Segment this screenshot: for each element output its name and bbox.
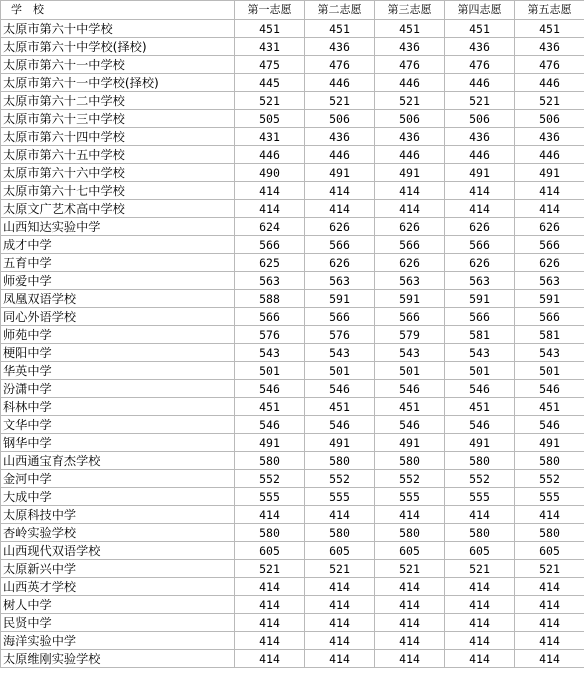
school-name-cell: 山西知达实验中学 [1, 218, 235, 236]
score-cell-choice-5: 451 [515, 398, 584, 416]
score-cell-choice-3: 521 [375, 92, 445, 110]
school-name-cell: 山西英才学校 [1, 578, 235, 596]
score-cell-choice-3: 451 [375, 398, 445, 416]
table-row [1, 92, 584, 110]
school-name-cell: 树人中学 [1, 596, 235, 614]
score-cell-choice-1: 566 [235, 308, 305, 326]
score-cell-choice-1: 552 [235, 470, 305, 488]
school-name-cell: 太原新兴中学 [1, 560, 235, 578]
header-choice-5: 第五志愿 [515, 1, 584, 20]
score-cell-choice-5: 555 [515, 488, 584, 506]
school-name-cell: 金河中学 [1, 470, 235, 488]
school-name-cell: 成才中学 [1, 236, 235, 254]
score-cell-choice-4: 451 [445, 398, 515, 416]
table-row [1, 398, 584, 416]
score-cell-choice-5: 546 [515, 380, 584, 398]
score-cell-choice-3: 566 [375, 236, 445, 254]
score-cell-choice-5: 436 [515, 38, 584, 56]
score-cell-choice-2: 566 [305, 236, 375, 254]
score-cell-choice-3: 476 [375, 56, 445, 74]
school-name-cell: 汾潇中学 [1, 380, 235, 398]
score-cell-choice-4: 491 [445, 434, 515, 452]
score-cell-choice-2: 414 [305, 200, 375, 218]
score-cell-choice-5: 580 [515, 524, 584, 542]
score-cell-choice-4: 476 [445, 56, 515, 74]
table-row [1, 218, 584, 236]
score-cell-choice-2: 521 [305, 560, 375, 578]
school-name-cell: 山西通宝育杰学校 [1, 452, 235, 470]
score-cell-choice-3: 543 [375, 344, 445, 362]
score-cell-choice-4: 414 [445, 182, 515, 200]
score-cell-choice-5: 491 [515, 434, 584, 452]
score-cell-choice-5: 626 [515, 218, 584, 236]
score-cell-choice-2: 414 [305, 614, 375, 632]
score-cell-choice-1: 588 [235, 290, 305, 308]
school-name-cell: 大成中学 [1, 488, 235, 506]
header-choice-3: 第三志愿 [375, 1, 445, 20]
school-name-cell: 太原市第六十四中学校 [1, 128, 235, 146]
score-cell-choice-4: 414 [445, 596, 515, 614]
score-cell-choice-1: 546 [235, 416, 305, 434]
score-cell-choice-3: 546 [375, 380, 445, 398]
school-name-cell: 太原市第六十中学校(择校) [1, 38, 235, 56]
table-row [1, 470, 584, 488]
score-cell-choice-2: 521 [305, 92, 375, 110]
score-cell-choice-1: 501 [235, 362, 305, 380]
table-row [1, 290, 584, 308]
score-cell-choice-5: 501 [515, 362, 584, 380]
header-choice-4: 第四志愿 [445, 1, 515, 20]
score-cell-choice-2: 476 [305, 56, 375, 74]
score-cell-choice-2: 414 [305, 182, 375, 200]
table-row [1, 632, 584, 650]
score-cell-choice-3: 414 [375, 632, 445, 650]
score-cell-choice-4: 491 [445, 164, 515, 182]
score-cell-choice-4: 521 [445, 560, 515, 578]
score-cell-choice-4: 414 [445, 578, 515, 596]
score-cell-choice-3: 626 [375, 254, 445, 272]
score-cell-choice-1: 605 [235, 542, 305, 560]
score-cell-choice-3: 414 [375, 596, 445, 614]
school-name-cell: 科林中学 [1, 398, 235, 416]
score-cell-choice-3: 414 [375, 650, 445, 668]
score-cell-choice-4: 563 [445, 272, 515, 290]
score-cell-choice-2: 446 [305, 146, 375, 164]
score-cell-choice-5: 543 [515, 344, 584, 362]
score-cell-choice-5: 521 [515, 560, 584, 578]
score-cell-choice-1: 414 [235, 182, 305, 200]
school-name-cell: 文华中学 [1, 416, 235, 434]
table-row [1, 182, 584, 200]
score-cell-choice-2: 446 [305, 74, 375, 92]
school-name-cell: 师爱中学 [1, 272, 235, 290]
table-row [1, 146, 584, 164]
score-cell-choice-1: 566 [235, 236, 305, 254]
score-cell-choice-4: 581 [445, 326, 515, 344]
score-cell-choice-1: 451 [235, 20, 305, 38]
score-cell-choice-5: 414 [515, 614, 584, 632]
score-cell-choice-5: 581 [515, 326, 584, 344]
score-cell-choice-5: 591 [515, 290, 584, 308]
school-name-cell: 杏岭实验学校 [1, 524, 235, 542]
score-cell-choice-5: 414 [515, 632, 584, 650]
score-cell-choice-5: 566 [515, 236, 584, 254]
score-cell-choice-3: 563 [375, 272, 445, 290]
score-cell-choice-1: 446 [235, 146, 305, 164]
score-cell-choice-2: 436 [305, 38, 375, 56]
table-row [1, 236, 584, 254]
score-cell-choice-5: 446 [515, 146, 584, 164]
score-cell-choice-5: 506 [515, 110, 584, 128]
score-cell-choice-2: 580 [305, 524, 375, 542]
score-cell-choice-5: 552 [515, 470, 584, 488]
table-row [1, 524, 584, 542]
score-cell-choice-3: 451 [375, 20, 445, 38]
table-row [1, 614, 584, 632]
school-name-cell: 五育中学 [1, 254, 235, 272]
score-cell-choice-2: 580 [305, 452, 375, 470]
score-cell-choice-2: 555 [305, 488, 375, 506]
score-cell-choice-4: 501 [445, 362, 515, 380]
score-cell-choice-1: 625 [235, 254, 305, 272]
table-row [1, 254, 584, 272]
score-cell-choice-2: 563 [305, 272, 375, 290]
score-cell-choice-5: 446 [515, 74, 584, 92]
table-row [1, 200, 584, 218]
score-cell-choice-2: 546 [305, 380, 375, 398]
school-name-cell: 凤凰双语学校 [1, 290, 235, 308]
score-cell-choice-4: 436 [445, 128, 515, 146]
score-cell-choice-3: 491 [375, 164, 445, 182]
score-cell-choice-4: 543 [445, 344, 515, 362]
score-cell-choice-2: 626 [305, 254, 375, 272]
score-cell-choice-5: 476 [515, 56, 584, 74]
score-cell-choice-1: 521 [235, 560, 305, 578]
school-name-cell: 华英中学 [1, 362, 235, 380]
school-name-cell: 山西现代双语学校 [1, 542, 235, 560]
score-cell-choice-5: 563 [515, 272, 584, 290]
school-name-cell: 太原市第六十六中学校 [1, 164, 235, 182]
score-cell-choice-3: 555 [375, 488, 445, 506]
header-row [1, 1, 584, 20]
score-cell-choice-3: 414 [375, 506, 445, 524]
score-cell-choice-1: 451 [235, 398, 305, 416]
score-cell-choice-2: 605 [305, 542, 375, 560]
table-row [1, 542, 584, 560]
school-name-cell: 太原市第六十五中学校 [1, 146, 235, 164]
table-row [1, 308, 584, 326]
table-row [1, 362, 584, 380]
score-cell-choice-1: 414 [235, 200, 305, 218]
score-cell-choice-3: 521 [375, 560, 445, 578]
score-cell-choice-4: 414 [445, 614, 515, 632]
score-cell-choice-3: 501 [375, 362, 445, 380]
score-cell-choice-5: 521 [515, 92, 584, 110]
score-cell-choice-2: 414 [305, 650, 375, 668]
score-cell-choice-1: 563 [235, 272, 305, 290]
score-cell-choice-5: 605 [515, 542, 584, 560]
score-cell-choice-3: 566 [375, 308, 445, 326]
score-cell-choice-5: 414 [515, 200, 584, 218]
score-cell-choice-3: 414 [375, 578, 445, 596]
table-row [1, 650, 584, 668]
school-name-cell: 太原市第六十二中学校 [1, 92, 235, 110]
score-cell-choice-1: 555 [235, 488, 305, 506]
score-cell-choice-3: 552 [375, 470, 445, 488]
score-cell-choice-3: 626 [375, 218, 445, 236]
score-cell-choice-4: 566 [445, 236, 515, 254]
score-cell-choice-4: 552 [445, 470, 515, 488]
score-cell-choice-4: 414 [445, 506, 515, 524]
score-cell-choice-4: 414 [445, 200, 515, 218]
score-cell-choice-3: 446 [375, 146, 445, 164]
score-cell-choice-2: 543 [305, 344, 375, 362]
score-cell-choice-1: 431 [235, 128, 305, 146]
score-cell-choice-4: 446 [445, 74, 515, 92]
score-cell-choice-2: 501 [305, 362, 375, 380]
score-cell-choice-1: 546 [235, 380, 305, 398]
score-cell-choice-1: 505 [235, 110, 305, 128]
score-cell-choice-2: 576 [305, 326, 375, 344]
table-row [1, 380, 584, 398]
score-cell-choice-1: 414 [235, 578, 305, 596]
score-cell-choice-1: 491 [235, 434, 305, 452]
score-cell-choice-4: 506 [445, 110, 515, 128]
score-cell-choice-4: 605 [445, 542, 515, 560]
score-cell-choice-4: 555 [445, 488, 515, 506]
score-cell-choice-3: 580 [375, 524, 445, 542]
score-cell-choice-1: 414 [235, 632, 305, 650]
score-cell-choice-4: 546 [445, 380, 515, 398]
school-name-cell: 师苑中学 [1, 326, 235, 344]
school-name-cell: 太原科技中学 [1, 506, 235, 524]
score-cell-choice-5: 414 [515, 578, 584, 596]
score-cell-choice-2: 626 [305, 218, 375, 236]
school-name-cell: 太原市第六十一中学校(择校) [1, 74, 235, 92]
score-cell-choice-5: 566 [515, 308, 584, 326]
table-row [1, 272, 584, 290]
score-cell-choice-2: 491 [305, 164, 375, 182]
table-row [1, 20, 584, 38]
score-cell-choice-2: 436 [305, 128, 375, 146]
score-cell-choice-2: 506 [305, 110, 375, 128]
score-cell-choice-3: 491 [375, 434, 445, 452]
school-name-cell: 太原维刚实验学校 [1, 650, 235, 668]
score-cell-choice-2: 414 [305, 632, 375, 650]
school-name-cell: 太原文广艺术高中学校 [1, 200, 235, 218]
score-cell-choice-1: 580 [235, 524, 305, 542]
score-cell-choice-4: 521 [445, 92, 515, 110]
score-cell-choice-2: 414 [305, 596, 375, 614]
score-cell-choice-1: 414 [235, 650, 305, 668]
score-cell-choice-5: 414 [515, 650, 584, 668]
table-row [1, 110, 584, 128]
score-cell-choice-1: 624 [235, 218, 305, 236]
score-cell-choice-4: 591 [445, 290, 515, 308]
school-name-cell: 民贤中学 [1, 614, 235, 632]
header-school: 学 校 [1, 1, 235, 20]
score-cell-choice-3: 414 [375, 614, 445, 632]
score-cell-choice-2: 414 [305, 578, 375, 596]
score-cell-choice-2: 491 [305, 434, 375, 452]
score-cell-choice-3: 579 [375, 326, 445, 344]
table-row [1, 488, 584, 506]
table-row [1, 578, 584, 596]
score-cell-choice-1: 431 [235, 38, 305, 56]
header-choice-1: 第一志愿 [235, 1, 305, 20]
score-cell-choice-4: 580 [445, 452, 515, 470]
score-cell-choice-3: 446 [375, 74, 445, 92]
table-row [1, 596, 584, 614]
score-cell-choice-4: 446 [445, 146, 515, 164]
score-cell-choice-1: 576 [235, 326, 305, 344]
table-row [1, 74, 584, 92]
score-cell-choice-3: 605 [375, 542, 445, 560]
score-cell-choice-3: 436 [375, 128, 445, 146]
score-cell-choice-2: 546 [305, 416, 375, 434]
school-name-cell: 同心外语学校 [1, 308, 235, 326]
score-cell-choice-4: 546 [445, 416, 515, 434]
table-row [1, 416, 584, 434]
score-cell-choice-5: 451 [515, 20, 584, 38]
table-row [1, 326, 584, 344]
score-cell-choice-4: 414 [445, 650, 515, 668]
school-name-cell: 太原市第六十七中学校 [1, 182, 235, 200]
score-cell-choice-4: 580 [445, 524, 515, 542]
score-cell-choice-3: 591 [375, 290, 445, 308]
score-cell-choice-5: 414 [515, 596, 584, 614]
score-cell-choice-4: 451 [445, 20, 515, 38]
score-cell-choice-4: 414 [445, 632, 515, 650]
school-name-cell: 太原市第六十中学校 [1, 20, 235, 38]
table-row [1, 164, 584, 182]
score-cell-choice-2: 451 [305, 398, 375, 416]
school-name-cell: 太原市第六十一中学校 [1, 56, 235, 74]
school-name-cell: 钢华中学 [1, 434, 235, 452]
table-row [1, 560, 584, 578]
score-cell-choice-5: 414 [515, 506, 584, 524]
score-cell-choice-4: 626 [445, 254, 515, 272]
score-cell-choice-1: 414 [235, 614, 305, 632]
table-row [1, 56, 584, 74]
score-cell-choice-5: 414 [515, 182, 584, 200]
header-choice-2: 第二志愿 [305, 1, 375, 20]
school-name-cell: 海洋实验中学 [1, 632, 235, 650]
score-cell-choice-2: 566 [305, 308, 375, 326]
score-cell-choice-3: 546 [375, 416, 445, 434]
score-cell-choice-5: 580 [515, 452, 584, 470]
score-cell-choice-2: 591 [305, 290, 375, 308]
score-cell-choice-2: 451 [305, 20, 375, 38]
table-row [1, 434, 584, 452]
score-cell-choice-3: 414 [375, 182, 445, 200]
table-row [1, 128, 584, 146]
score-cell-choice-3: 436 [375, 38, 445, 56]
school-name-cell: 太原市第六十三中学校 [1, 110, 235, 128]
table-row [1, 38, 584, 56]
score-cell-choice-5: 546 [515, 416, 584, 434]
score-cell-choice-1: 580 [235, 452, 305, 470]
score-cell-choice-3: 414 [375, 200, 445, 218]
table-row [1, 344, 584, 362]
score-cell-choice-4: 626 [445, 218, 515, 236]
table-row [1, 452, 584, 470]
score-cell-choice-2: 552 [305, 470, 375, 488]
score-cell-choice-3: 580 [375, 452, 445, 470]
score-cell-choice-5: 436 [515, 128, 584, 146]
score-cell-choice-1: 543 [235, 344, 305, 362]
score-cell-choice-1: 445 [235, 74, 305, 92]
score-cell-choice-1: 414 [235, 506, 305, 524]
score-cell-choice-4: 566 [445, 308, 515, 326]
score-cell-choice-1: 490 [235, 164, 305, 182]
score-cell-choice-3: 506 [375, 110, 445, 128]
score-cell-choice-2: 414 [305, 506, 375, 524]
score-cell-choice-5: 626 [515, 254, 584, 272]
school-name-cell: 梗阳中学 [1, 344, 235, 362]
score-cell-choice-5: 491 [515, 164, 584, 182]
score-cell-choice-1: 475 [235, 56, 305, 74]
table-row [1, 506, 584, 524]
score-cell-choice-1: 521 [235, 92, 305, 110]
score-cell-choice-4: 436 [445, 38, 515, 56]
score-cell-choice-1: 414 [235, 596, 305, 614]
